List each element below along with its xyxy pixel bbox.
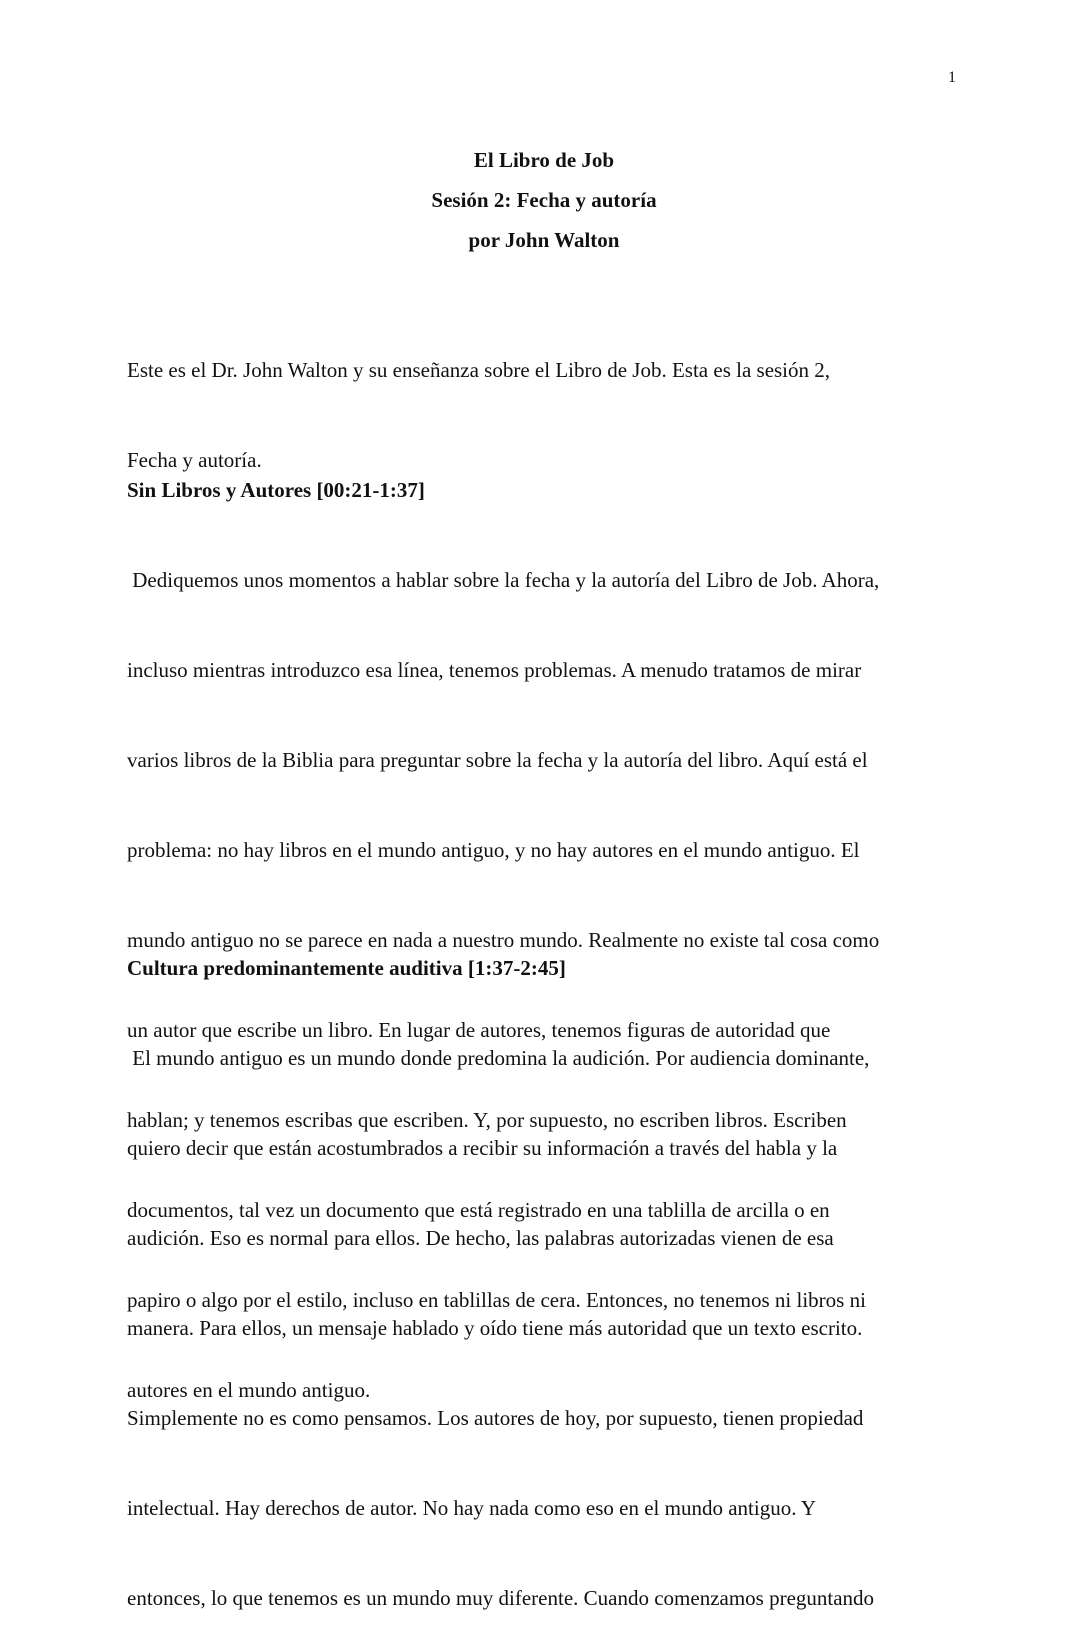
text-line: Simplemente no es como pensamos. Los autores de hoy, por supuesto, tienen propiedad bbox=[127, 1406, 864, 1430]
section-heading: Cultura predominantemente auditiva [1:37-2:45] bbox=[127, 956, 566, 980]
text-line: intelectual. Hay derechos de autor. No hay nada como eso en el mundo antiguo. Y bbox=[127, 1496, 817, 1520]
text-line: Dediquemos unos momentos a hablar sobre la fecha y la autoría del Libro de Job. Ahora, bbox=[127, 568, 880, 592]
title-line: El Libro de Job bbox=[473, 148, 615, 172]
subtitle-line: Sesión 2: Fecha y autoría bbox=[431, 188, 657, 212]
text-line: quiero decir que están acostumbrados a recibir su información a través del habla y la bbox=[127, 1136, 838, 1160]
text-line: varios libros de la Biblia para preguntar sobre la fecha y la autoría del libro. Aquí está el bbox=[127, 748, 868, 772]
document-title bbox=[0, 148, 1088, 268]
text-line: audición. Eso es normal para ellos. De hecho, las palabras autorizadas vienen de esa bbox=[127, 1226, 834, 1250]
section-2 bbox=[127, 906, 874, 1651]
text-line: un autor que escribe un libro. En lugar de autores, tenemos figuras de autoridad que bbox=[127, 1018, 831, 1042]
text-line: Este es el Dr. John Walton y su enseñanza sobre el Libro de Job. Esta es la sesión 2, bbox=[127, 358, 831, 382]
section-heading: Sin Libros y Autores [00:21-1:37] bbox=[127, 478, 425, 502]
page-number: 1 bbox=[948, 69, 956, 86]
text-line: papiro o algo por el estilo, incluso en tablillas de cera. Entonces, no tenemos ni libros ni bbox=[127, 1288, 866, 1312]
text-line: problema: no hay libros en el mundo antiguo, y no hay autores en el mundo antiguo. El bbox=[127, 838, 860, 862]
text-line: incluso mientras introduzco esa línea, tenemos problemas. A menudo tratamos de mirar bbox=[127, 658, 862, 682]
text-line: hablan; y tenemos escribas que escriben. Y, por supuesto, no escriben libros. Escriben bbox=[127, 1108, 847, 1132]
author-line: por John Walton bbox=[468, 228, 620, 252]
text-line: documentos, tal vez un documento que está registrado en una tablilla de arcilla o en bbox=[127, 1198, 830, 1222]
text-line: Fecha y autoría. bbox=[127, 448, 262, 472]
text-line: autores en el mundo antiguo. bbox=[127, 1378, 371, 1402]
text-line: manera. Para ellos, un mensaje hablado y oído tiene más autoridad que un texto escrito. bbox=[127, 1316, 863, 1340]
text-line: El mundo antiguo es un mundo donde predomina la audición. Por audiencia dominante, bbox=[127, 1046, 870, 1070]
text-line: entonces, lo que tenemos es un mundo muy diferente. Cuando comenzamos preguntando bbox=[127, 1586, 875, 1610]
text-line: mundo antiguo no se parece en nada a nuestro mundo. Realmente no existe tal cosa como bbox=[127, 928, 880, 952]
